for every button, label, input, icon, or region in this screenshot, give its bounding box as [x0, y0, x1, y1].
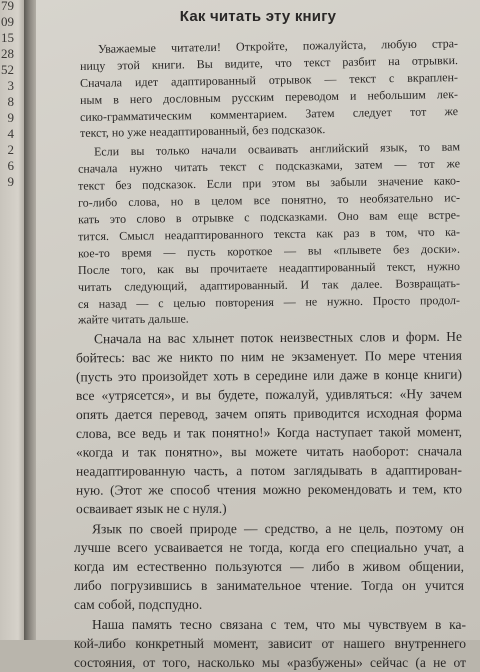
text-line: сико-грамматическим комментарием. Затем следует тот же [79, 104, 459, 124]
margin-number: 6 [7, 158, 14, 173]
text-line: читать следующий, адаптированный. И так далее. Возвращать- [77, 276, 461, 294]
text-line: кой-либо конкретный момент, зависит от нашего внутреннего [74, 636, 466, 651]
left-page-edge [0, 0, 26, 640]
margin-number: 9 [7, 174, 14, 189]
text-line: сам собой, подспудно. [74, 597, 203, 612]
text-line: лучше всего усваивается не тогда, когда его специально учат, а [74, 540, 464, 555]
text-line: неадаптированную часть, а потом заглядывать в адаптирован- [75, 462, 463, 479]
margin-number: 09 [1, 14, 14, 29]
text-line: осваивает язык не с нуля.) [75, 500, 227, 517]
text-line: бойтесь: вас же никто по ним не экзаменует. По мере чтения [75, 347, 463, 366]
margin-number: 9 [7, 110, 14, 125]
text-line: ным в него дословным русским переводом и небольшим лек- [79, 87, 459, 107]
text-line: Наша память тесно связана с тем, что мы чувствуем в ка- [92, 617, 466, 632]
margin-number: 3 [7, 78, 14, 93]
margin-number: 2 [7, 142, 14, 157]
text-line: (пусть это произойдет хоть в середине или даже в конце книги) [75, 366, 463, 385]
text-line: ся назад — с целью повторения — не нужно. Просто продол- [77, 293, 461, 311]
text-line: Язык по своей природе — средство, а не цель, поэтому он [91, 520, 465, 537]
text-line: Сначала на вас хлынет поток неизвестных слов и форм. Не [93, 328, 463, 347]
text-line: жайте читать дальше. [77, 311, 189, 327]
margin-number: 28 [1, 46, 14, 61]
margin-number: 8 [7, 94, 14, 109]
text-line: Если вы только начали осваивать английский язык, то вам [93, 139, 461, 159]
text-line: опять дается перевод, зачем опять приводится исходная форма [75, 404, 463, 423]
text-line: Сначала идет адаптированный отрывок — текст с вкраплен- [79, 70, 459, 90]
text-line: текст без подсказок. Если при этом вы забыли значение како- [77, 173, 461, 193]
text-line: когда им естественно пользуются — либо в живом общении, [74, 559, 464, 574]
text-line: тится. Смысл неадаптированного текста как раз в том, что ка- [77, 224, 461, 244]
text-line: либо погрузившись в занимательное чтение. Тогда он учится [74, 578, 464, 593]
text-line: Уважаемые читатели! Откройте, пожалуйста, любую стра- [97, 36, 459, 56]
text-line: все «утрясется», и вы будете, пожалуй, удивляться: «Ну зачем [75, 385, 463, 404]
text-line: сначала нужно читать текст с подсказками, затем — тот же [77, 156, 461, 176]
page-title: Как читать эту книгу [179, 8, 337, 25]
text-line: го-либо слова, но в целом все понятно, то необязательно ис- [77, 190, 461, 210]
margin-number: 15 [1, 30, 14, 45]
margin-number: 52 [1, 62, 14, 77]
text-line: ную. (Этот же способ чтения можно рекомендовать и тем, кто [75, 481, 463, 498]
text-line: кать это слово в отрывке с подсказками. Оно вам еще встре- [77, 207, 461, 227]
book-page [36, 0, 480, 670]
text-line: кое-то время — пусть короткое — вы «плывете без доски». [77, 241, 461, 261]
text-line: слова, все ведь и так понятно!» Когда наступает такой момент, [75, 423, 463, 442]
text-line: «когда и так понятно», вы можете читать наоборот: сначала [75, 443, 463, 460]
text-line: После того, как вы прочитаете неадаптированный текст, нужно [77, 259, 461, 277]
text-line: текст, но уже неадаптированный, без подсказок. [79, 122, 326, 140]
text-line: ницу этой книги. Вы видите, что текст разбит на отрывки. [79, 53, 459, 73]
text-line: состояния, от того, насколько мы «разбужены» сейчас (а не от [74, 655, 466, 670]
margin-number: 79 [1, 0, 14, 13]
margin-number: 4 [7, 126, 14, 141]
